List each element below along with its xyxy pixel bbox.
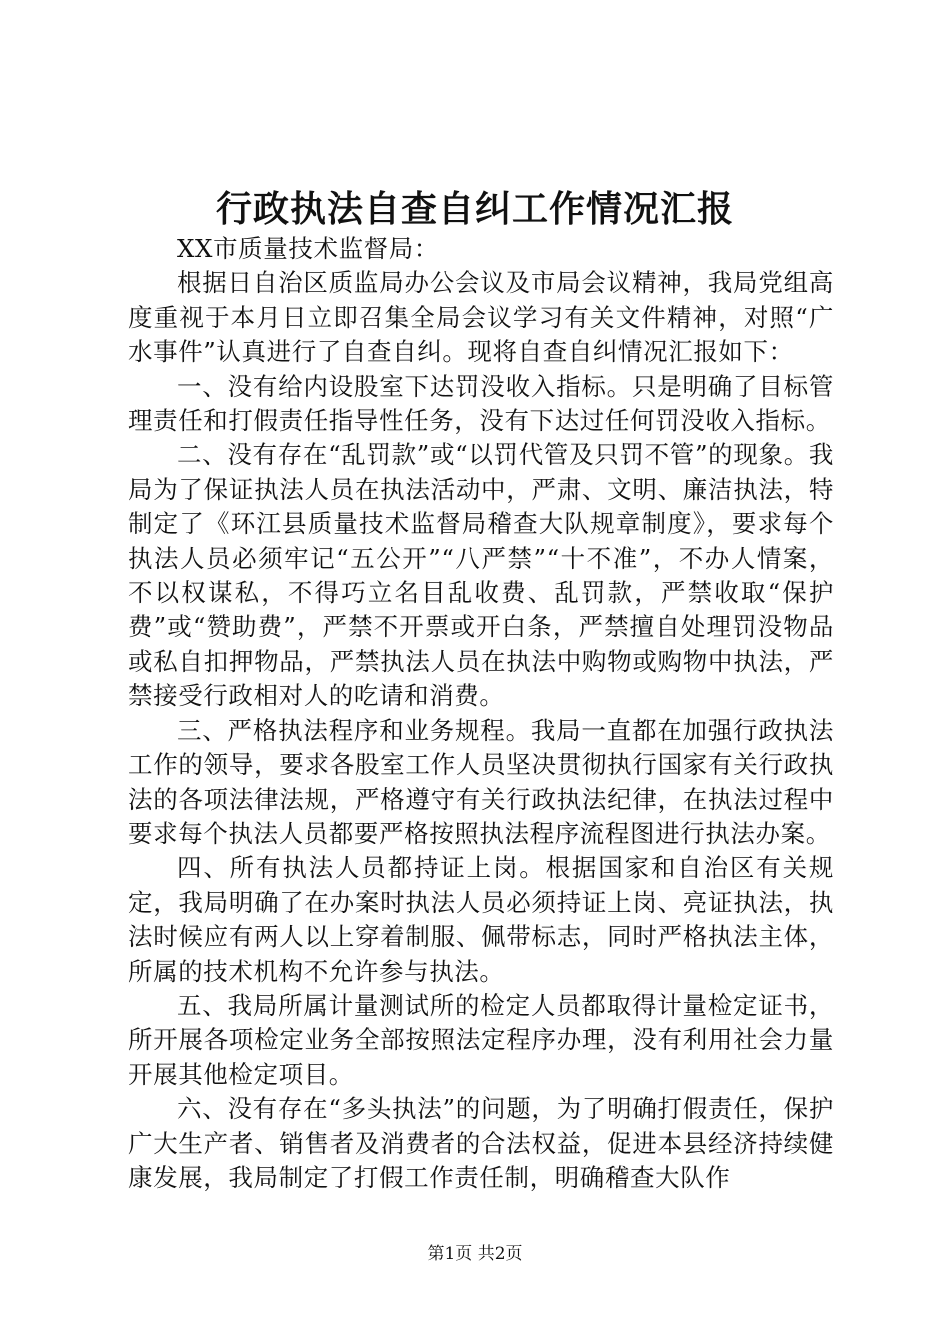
paragraph-item-5: 五、我局所属计量测试所的检定人员都取得计量检定证书，所开展各项检定业务全部按照法定程序办理，没有利用社会力量开展其他检定项目。 (128, 990, 834, 1089)
paragraph-item-6: 六、没有存在“多头执法”的问题，为了明确打假责任，保护广大生产者、销售者及消费者的合法权益，促进本县经济持续健康发展，我局制定了打假工作责任制，明确稽查大队作 (128, 1094, 834, 1192)
paragraph-item-1: 一、没有给内设股室下达罚没收入指标。只是明确了目标管理责任和打假责任指导性任务，没有下达过任何罚没收入指标。 (128, 371, 834, 436)
document-body (128, 232, 834, 1195)
paragraph-intro: 根据日自治区质监局办公会议及市局会议精神，我局党组高度重视于本月日立即召集全局会议学习有关文件精神，对照“广水事件”认真进行了自查自纠。现将自查自纠情况汇报如下： (128, 268, 834, 367)
paragraph-item-2: 二、没有存在“乱罚款”或“以罚代管及只罚不管”的现象。我局为了保证执法人员在执法活动中，严肃、文明、廉洁执法，特制定了《环江县质量技术监督局稽查大队规章制度》，要求每个执法人员必须牢记“五公开”“八严禁”“十不准”，不办人情案，不以权谋私，不得巧立名目乱收费、乱罚款，严禁收取“保护费”或“赞助费”，严禁不开票或开白条，严禁擅自处理罚没物品或私自扣押物品，严禁执法人员在执法中购物或购物中执法，严禁接受行政相对人的吃请和消费。 (128, 440, 834, 711)
paragraph-item-4: 四、所有执法人员都持证上岗。根据国家和自治区有关规定，我局明确了在办案时执法人员必须持证上岗、亮证执法，执法时候应有两人以上穿着制服、佩带标志，同时严格执法主体，所属的技术机构不允许参与执法。 (128, 853, 834, 986)
salutation: XX市质量技术监督局： (177, 234, 439, 263)
paragraph-item-3: 三、严格执法程序和业务规程。我局一直都在加强行政执法工作的领导，要求各股室工作人员坚决贯彻执行国家有关行政执法的各项法律法规，严格遵守有关行政执法纪律，在执法过程中要求每个执法人员都要严格按照执法程序流程图进行执法办案。 (128, 715, 834, 848)
page-number-footer: 第1页 共2页 (427, 1244, 523, 1264)
document-title: 行政执法自查自纠工作情况汇报 (215, 188, 734, 230)
